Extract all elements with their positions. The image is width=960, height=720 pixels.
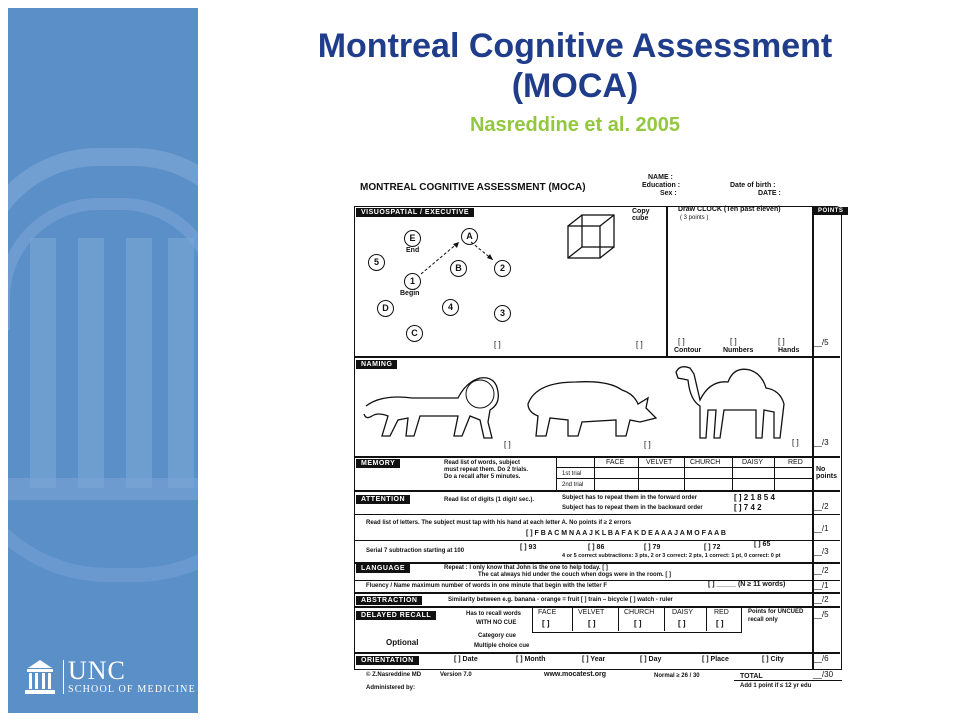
contour-label: Contour [674,347,702,354]
serial-72: [ ] 72 [704,544,721,551]
forward-instr: Subject has to repeat them in the forward order [562,495,698,501]
version: Version 7.0 [440,672,472,678]
rotunda-ring-decoration [8,368,198,582]
trail-a: A [461,228,478,245]
recall-bracket: [ ] [634,619,642,628]
digits-instr: Read list of digits (1 digit/ sec.). [444,497,535,503]
trail-end-label: End [406,247,420,254]
hands-label: Hands [778,347,800,354]
date-label: DATE : [758,190,781,197]
cube-icon [564,212,619,262]
divider [354,562,840,564]
language-score-1: __/2 [813,566,829,575]
trail-begin-label: Begin [400,290,420,297]
abstraction-label: ABSTRACTION [356,596,422,605]
recall-bracket: [ ] [588,619,596,628]
rhino-bracket: [ ] [644,440,651,449]
trail-c: C [406,325,423,342]
memory-word-church: CHURCH [690,459,721,466]
letters-sequence: [ ] F B A C M N A A J K L B A F A K D E A A A J A M O F A A B [526,530,726,537]
numbers-bracket: [ ] [730,337,737,346]
copyright: © Z.Nasreddine MD [366,672,422,678]
attention-label: ATTENTION [356,495,410,504]
divider [354,356,840,358]
attention-score-1: __/2 [813,502,829,511]
trail-d: D [377,300,394,317]
logo-divider [63,660,64,694]
points-header: POINTS [813,207,848,215]
has-to-recall: Has to recall words [466,611,522,617]
trail-bracket: [ ] [494,340,501,349]
grid-line [706,607,707,631]
recall-word-red: RED [714,609,729,616]
recall-word-velvet: VELVET [578,609,605,616]
title-line-2: (MOCA) [511,67,639,105]
fluency-instr: Fluency / Name maximum number of words in one minute that begin with the letter F [366,583,608,589]
memory-word-face: FACE [606,459,625,466]
slide-subtitle: Nasreddine et al. 2005 [469,114,681,136]
repeat-1: Repeat : I only know that John is the one to help today. [ ] [444,565,608,571]
rhino-drawing [522,374,662,440]
memory-instr-3: Do a recall after 5 minutes. [444,474,521,480]
moca-form [326,170,856,712]
serial-65: [ ] 65 [754,541,771,548]
sidebar-panel [8,8,198,713]
numbers-label: Numbers [723,347,754,354]
orient-year: [ ] Year [582,656,606,663]
trial-2-label: 2nd trial [562,482,584,488]
grid-line [594,456,595,490]
memory-instr-2: must repeat them. Do 2 trials. [444,467,529,473]
unc-logo [18,658,198,698]
divider [734,680,842,681]
memory-label: MEMORY [356,459,400,468]
repeat-2: The cat always hid under the couch when dogs were in the room. [ ] [478,572,672,578]
administered-by: Administered by: [366,685,416,691]
attention-score-2: __/1 [813,524,829,533]
add-point-note: Add 1 point if ≤ 12 yr edu [740,683,812,689]
memory-word-velvet: VELVET [646,459,673,466]
grid-line [618,607,619,631]
camel-bracket: [ ] [792,438,799,447]
abstraction-score: __/2 [813,595,829,604]
backward-instr: Subject has to repeat them in the backward order [562,505,703,511]
letters-instr: Read list of letters. The subject must tap with his hand at each letter A. No points if ≥ 2 errors [366,520,632,526]
category-cue: Category cue [478,633,517,639]
copy-cube-label: Copy cube [632,208,650,222]
form-title: MONTREAL COGNITIVE ASSESSMENT (MOCA) [360,182,586,193]
trial-1-label: 1st trial [562,471,582,477]
optional-label: Optional [386,638,419,647]
name-label: NAME : [648,174,673,181]
grid-line [664,607,665,631]
attention-score-3: __/3 [813,547,829,556]
recall-bracket: [ ] [716,619,724,628]
divider [354,592,840,594]
lion-bracket: [ ] [504,440,511,449]
visuo-score: __/5 [813,338,829,347]
cube-bracket: [ ] [636,340,643,349]
serial-instr: Serial 7 subtraction starting at 100 [366,548,465,554]
trail-2: 2 [494,260,511,277]
orientation-score: __/6 [813,654,829,663]
delayed-recall-label: DELAYED RECALL [356,611,436,620]
trail-3: 3 [494,305,511,322]
recall-bracket: [ ] [542,619,550,628]
backward-digits: [ ] 7 4 2 [734,503,762,512]
divider [354,490,840,492]
recall-word-face: FACE [538,609,557,616]
serial-93: [ ] 93 [520,544,537,551]
multiple-choice-cue: Multiple choice cue [474,643,530,649]
abstraction-text: Similarity between e.g. banana - orange = fruit [ ] train – bicycle [ ] watch - ruler [448,597,673,603]
orient-date: [ ] Date [454,656,478,663]
orientation-label: ORIENTATION [356,656,419,665]
trail-e: E [404,230,421,247]
trail-4: 4 [442,299,459,316]
slide-title [220,26,930,106]
lion-drawing [362,370,502,442]
grid-line [732,456,733,490]
visuo-label: VISUOSPATIAL / EXECUTIVE [356,208,474,217]
grid-line [684,456,685,490]
normal-range: Normal ≥ 26 / 30 [654,673,700,679]
fluency-box: [ ] _____ (N ≥ 11 words) [708,581,786,588]
orient-month: [ ] Month [516,656,546,663]
memory-instr-1: Read list of words, subject [444,460,521,466]
uncued-note: Points for UNCUED recall only [748,609,804,623]
sex-label: Sex : [660,190,677,197]
moca-website: www.mocatest.org [544,671,606,678]
serial-79: [ ] 79 [644,544,661,551]
language-score-2: __/1 [813,581,829,590]
memory-word-red: RED [788,459,803,466]
logo-school-text: SCHOOL OF MEDICINE [68,684,196,695]
grid-line [774,456,775,490]
trail-5: 5 [368,254,385,271]
recall-word-daisy: DAISY [672,609,694,616]
memory-word-daisy: DAISY [742,459,764,466]
hands-bracket: [ ] [778,337,785,346]
old-well-icon [22,658,58,696]
serial-note: 4 or 5 correct subtractions: 3 pts, 2 or 3 correct: 2 pts, 1 correct: 1 pt, 0 correct: 0 pt [562,553,781,559]
clock-label: Draw CLOCK (Ten past eleven) [678,206,781,213]
grid-line [638,456,639,490]
divider [666,206,668,356]
divider [354,652,840,654]
trail-1: 1 [404,273,421,290]
title-line-1: Montreal Cognitive Assessment [317,27,833,65]
delayed-score: __/5 [813,610,829,619]
memory-no-points: No points [816,466,837,480]
with-no-cue: WITH NO CUE [476,620,517,626]
logo-unc-text: UNC [68,656,126,685]
trail-b: B [450,260,467,277]
divider [354,514,840,515]
orient-city: [ ] City [762,656,784,663]
contour-bracket: [ ] [678,337,685,346]
serial-86: [ ] 86 [588,544,605,551]
language-label: LANGUAGE [356,564,410,573]
orient-place: [ ] Place [702,656,729,663]
orient-day: [ ] Day [640,656,662,663]
education-label: Education : [642,182,681,189]
total-label: TOTAL [740,673,763,680]
recall-bracket: [ ] [678,619,686,628]
clock-points: ( 3 points ) [680,215,709,221]
grid-line [572,607,573,631]
recall-word-church: CHURCH [624,609,655,616]
dob-label: Date of birth : [730,182,776,189]
naming-label: NAMING [356,360,397,369]
naming-score: __/3 [813,438,829,447]
total-score: __/30 [813,670,834,679]
trail-arrows [411,232,511,282]
camel-drawing [670,360,800,440]
forward-digits: [ ] 2 1 8 5 4 [734,493,775,502]
